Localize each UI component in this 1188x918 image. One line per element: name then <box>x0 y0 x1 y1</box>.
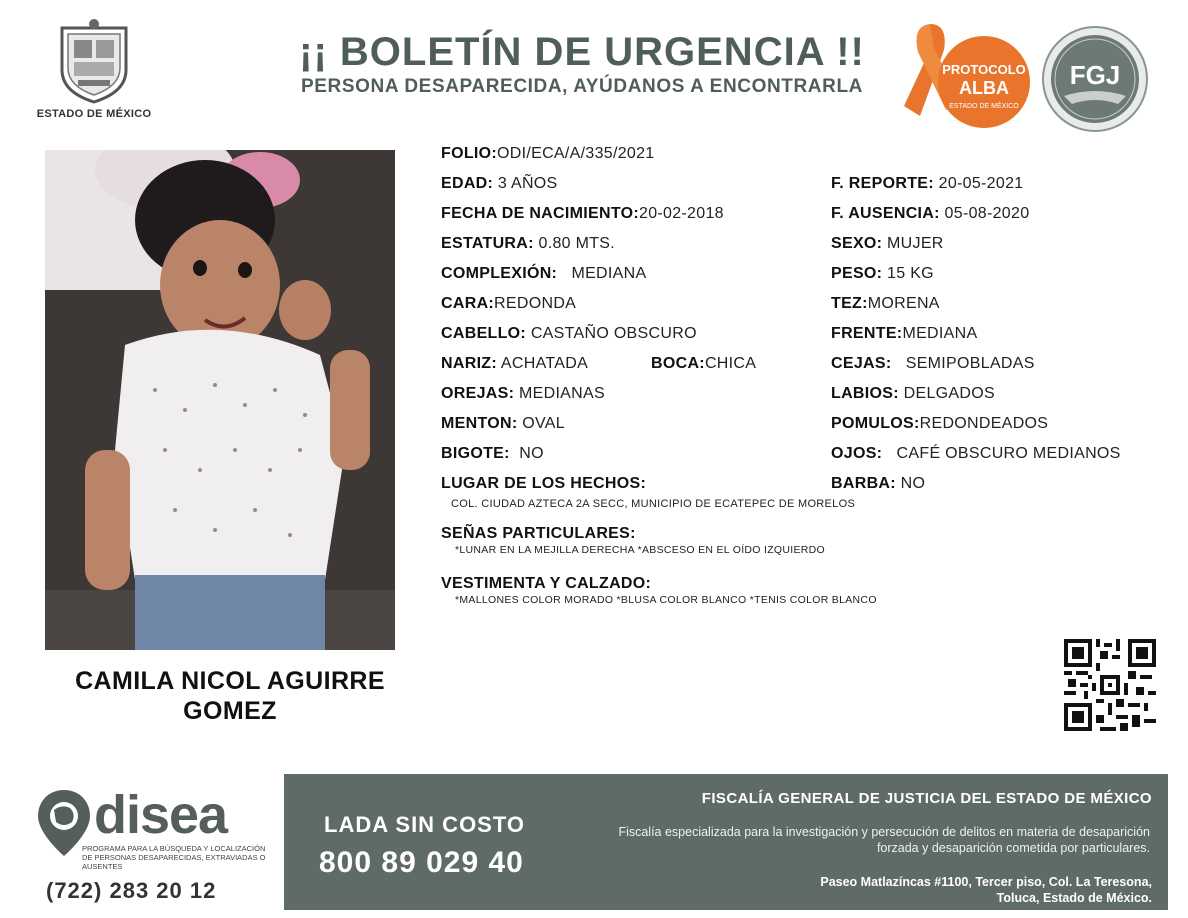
field-menton <box>441 415 565 433</box>
field-label: BARBA: <box>831 475 896 492</box>
field-peso <box>831 265 934 283</box>
field-vestimenta-value: *MALLONES COLOR MORADO *BLUSA COLOR BLANCO *TENIS COLOR BLANCO <box>455 594 877 606</box>
field-cabello <box>441 325 697 343</box>
field-folio <box>441 145 655 163</box>
field-label: VESTIMENTA Y CALZADO: <box>441 575 652 592</box>
field-vestimenta-label <box>441 575 651 593</box>
person-name-line2: GOMEZ <box>183 697 277 725</box>
field-value: CAFÉ OBSCURO MEDIANOS <box>896 445 1121 462</box>
field-f-ausencia <box>831 205 1029 223</box>
field-ojos <box>831 445 1121 463</box>
lada-label: LADA SIN COSTO <box>324 812 526 837</box>
field-lugar-label <box>441 475 646 493</box>
field-label: OREJAS: <box>441 385 515 402</box>
field-label: MENTON: <box>441 415 518 432</box>
qr-code-icon[interactable] <box>1064 639 1156 731</box>
field-value: REDONDEADOS <box>919 415 1049 432</box>
state-logo <box>24 18 164 130</box>
footer-band <box>284 774 1168 910</box>
field-lugar-value: COL. CIUDAD AZTECA 2A SECC, MUNICIPIO DE ECATEPEC DE MORELOS <box>451 498 856 510</box>
field-f-reporte <box>831 175 1023 193</box>
field-value: 15 KG <box>887 265 934 282</box>
field-value: OVAL <box>522 415 565 432</box>
field-edad <box>441 175 558 193</box>
field-label: FECHA DE NACIMIENTO: <box>441 205 639 222</box>
field-label: CEJAS: <box>831 355 892 372</box>
fgj-address-line2: Toluca, Estado de México. <box>996 891 1152 905</box>
field-value: MEDIANA <box>571 265 647 282</box>
field-value: CHICA <box>704 355 757 372</box>
alba-line1: PROTOCOLO <box>942 62 1026 77</box>
field-frente <box>831 325 977 343</box>
field-label: CABELLO: <box>441 325 527 342</box>
field-bigote <box>441 445 544 463</box>
field-boca <box>651 355 756 373</box>
field-label: LUGAR DE LOS HECHOS: <box>441 475 647 492</box>
protocolo-alba-logo <box>900 20 1030 132</box>
fgj-address <box>664 874 1152 906</box>
field-label: FRENTE: <box>831 325 903 342</box>
field-value: 0.80 MTS. <box>538 235 616 252</box>
field-value: CASTAÑO OBSCURO <box>530 325 697 342</box>
field-label: BIGOTE: <box>441 445 510 462</box>
fgj-description: Fiscalía especializada para la investigación y persecución de delitos en materia de desaparición forzada y desaparición cometida por particulares. <box>618 825 1150 855</box>
field-label: PESO: <box>831 265 883 282</box>
alba-line3: ESTADO DE MÉXICO <box>949 103 1019 110</box>
bulletin-title: ¡¡ BOLETÍN DE URGENCIA !! <box>299 30 865 74</box>
field-value: REDONDA <box>494 295 577 312</box>
missing-person-photo <box>45 150 395 650</box>
field-label: F. REPORTE: <box>831 175 934 192</box>
field-cejas <box>831 355 1035 373</box>
field-label: F. AUSENCIA: <box>831 205 940 222</box>
field-label: SEÑAS PARTICULARES: <box>441 525 636 542</box>
field-value: SEMIPOBLADAS <box>905 355 1035 372</box>
odisea-logo <box>36 786 276 906</box>
person-name-line1: CAMILA NICOL AGUIRRE <box>75 667 385 695</box>
fgj-address-line1: Paseo Matlazíncas #1100, Tercer piso, Col. La Teresona, <box>820 875 1152 889</box>
field-label: TEZ: <box>831 295 868 312</box>
field-value: MUJER <box>887 235 944 252</box>
fgj-seal-text: FGJ <box>1069 60 1121 90</box>
field-value: ODI/ECA/A/335/2021 <box>497 145 655 162</box>
field-complexion <box>441 265 646 283</box>
field-tez <box>831 295 940 313</box>
field-label: SEXO: <box>831 235 883 252</box>
field-fecha-nacimiento <box>441 205 724 223</box>
field-value: ACHATADA <box>500 355 589 372</box>
field-senas-value: *LUNAR EN LA MEJILLA DERECHA *ABSCESO EN EL OÍDO IZQUIERDO <box>455 544 826 556</box>
field-value: DELGADOS <box>903 385 995 402</box>
state-coat-of-arms-icon <box>54 18 134 104</box>
field-barba <box>831 475 925 493</box>
field-label: EDAD: <box>441 175 494 192</box>
field-label: ESTATURA: <box>441 235 534 252</box>
field-nariz <box>441 355 588 373</box>
field-value: MEDIANA <box>902 325 978 342</box>
field-value: 20-05-2021 <box>938 175 1024 192</box>
field-label: COMPLEXIÓN: <box>441 265 558 282</box>
field-value: NO <box>900 475 926 492</box>
field-label: FOLIO: <box>441 145 498 162</box>
field-senas-label <box>441 525 636 543</box>
field-label: POMULOS: <box>831 415 920 432</box>
lada-number[interactable]: 800 89 029 40 <box>319 846 524 879</box>
state-name: ESTADO DE MÉXICO <box>36 108 152 120</box>
field-orejas <box>441 385 605 403</box>
fgj-seal-icon <box>1040 24 1150 134</box>
bulletin-subtitle: PERSONA DESAPARECIDA, AYÚDANOS A ENCONTRARLA <box>301 76 863 97</box>
field-value: 3 AÑOS <box>497 175 558 192</box>
alba-line2: ALBA <box>959 78 1009 98</box>
field-estatura <box>441 235 615 253</box>
photo-illustration <box>45 150 395 650</box>
odisea-wordmark: disea <box>94 785 228 845</box>
field-value: MEDIANAS <box>518 385 605 402</box>
field-labios <box>831 385 995 403</box>
odisea-phone[interactable]: (722) 283 20 12 <box>46 878 217 903</box>
field-pomulos <box>831 415 1048 433</box>
field-value: MORENA <box>867 295 940 312</box>
field-sexo <box>831 235 944 253</box>
bulletin-title-block <box>262 30 902 98</box>
field-label: OJOS: <box>831 445 883 462</box>
field-label: NARIZ: <box>441 355 498 372</box>
field-value: 05-08-2020 <box>944 205 1030 222</box>
field-cara <box>441 295 576 313</box>
fgj-title: FISCALÍA GENERAL DE JUSTICIA DEL ESTADO DE MÉXICO <box>701 790 1152 807</box>
field-label: LABIOS: <box>831 385 899 402</box>
field-label: BOCA: <box>651 355 705 372</box>
field-value: NO <box>519 445 544 462</box>
field-label: CARA: <box>441 295 495 312</box>
odisea-program-text: PROGRAMA PARA LA BÚSQUEDA Y LOCALIZACIÓN DE PERSONAS DESAPARECIDAS, EXTRAVIADAS O AUSENTES <box>82 844 266 871</box>
field-value: 20-02-2018 <box>639 205 724 222</box>
person-name <box>30 666 430 726</box>
